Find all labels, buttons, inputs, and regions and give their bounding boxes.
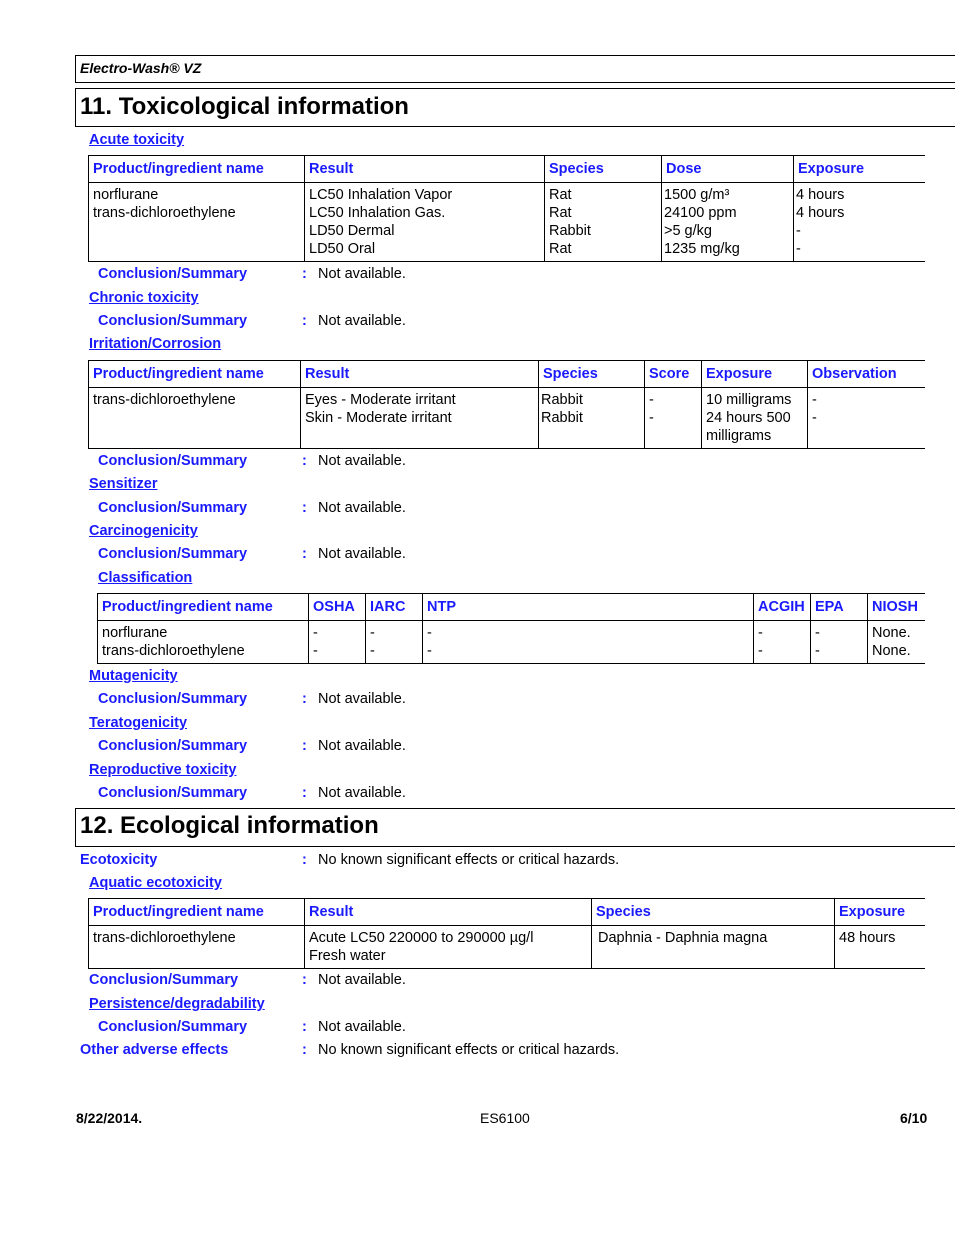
chronic-toxicity-heading[interactable]: Chronic toxicity [89, 290, 199, 306]
persistence-conclusion-label: Conclusion/Summary [98, 1019, 248, 1035]
section-12-title: 12. Ecological information [80, 812, 379, 839]
table-header-row [89, 899, 925, 926]
carcinogenicity-conclusion-label: Conclusion/Summary [98, 546, 248, 562]
section-11-title: 11. Toxicological information [80, 93, 409, 120]
other-adverse-effects-value: No known significant effects or critical hazards. [318, 1042, 620, 1058]
footer-code: ES6100 [480, 1110, 530, 1126]
irritation-table [88, 360, 925, 449]
colon: : [302, 691, 307, 707]
acute-toxicity-table [88, 155, 925, 262]
colon: : [302, 266, 307, 282]
irritation-corrosion-heading[interactable]: Irritation/Corrosion [89, 336, 222, 352]
cell-name: trans-dichloroethylene [89, 926, 305, 969]
aquatic-ecotoxicity-heading[interactable]: Aquatic ecotoxicity [89, 875, 222, 891]
column-header: ACGIH [754, 594, 811, 621]
column-header: Species [545, 156, 662, 183]
teratogenicity-conclusion-label: Conclusion/Summary [98, 738, 248, 754]
column-header: Dose [662, 156, 794, 183]
column-header: Product/ingredient name [89, 361, 301, 388]
persistence-conclusion-value: Not available. [318, 1019, 406, 1035]
column-header: Result [301, 361, 539, 388]
cell-result: Acute LC50 220000 to 290000 µg/l Fresh water [305, 926, 592, 969]
table-row [89, 388, 925, 449]
column-header: Exposure [794, 156, 925, 183]
column-header: Result [305, 156, 545, 183]
table-header-row [98, 594, 925, 621]
colon: : [302, 500, 307, 516]
mutagenicity-conclusion-label: Conclusion/Summary [98, 691, 248, 707]
column-header: Result [305, 899, 592, 926]
sensitizer-heading[interactable]: Sensitizer [89, 476, 158, 492]
other-adverse-effects-label: Other adverse effects [80, 1042, 229, 1058]
reproductive-conclusion-value: Not available. [318, 785, 406, 801]
irritation-conclusion-label: Conclusion/Summary [98, 453, 248, 469]
mutagenicity-heading[interactable]: Mutagenicity [89, 668, 178, 684]
irritation-conclusion-value: Not available. [318, 453, 406, 469]
cell-exposure: 4 hours 4 hours - - [794, 183, 925, 262]
cell-species: Rat Rat Rabbit Rat [545, 183, 662, 262]
column-header: IARC [366, 594, 423, 621]
column-header: Species [592, 899, 835, 926]
column-header: Exposure [702, 361, 808, 388]
column-header: NTP [423, 594, 754, 621]
classification-heading[interactable]: Classification [98, 570, 193, 586]
colon: : [302, 1019, 307, 1035]
chronic-conclusion-value: Not available. [318, 313, 406, 329]
table-row [98, 621, 925, 664]
cell-acgih: - - [754, 621, 811, 664]
acute-toxicity-heading[interactable]: Acute toxicity [89, 132, 185, 148]
document-header-bar [75, 55, 955, 83]
cell-iarc: - - [366, 621, 423, 664]
mutagenicity-conclusion-value: Not available. [318, 691, 406, 707]
table-row [89, 183, 925, 262]
cell-result: Eyes - Moderate irritant Skin - Moderate irritant [301, 388, 539, 449]
cell-osha: - - [309, 621, 366, 664]
cell-species: Daphnia - Daphnia magna [592, 926, 835, 969]
acute-conclusion-label: Conclusion/Summary [98, 266, 248, 282]
colon: : [302, 785, 307, 801]
sensitizer-conclusion-value: Not available. [318, 500, 406, 516]
colon: : [302, 1042, 307, 1058]
teratogenicity-conclusion-value: Not available. [318, 738, 406, 754]
teratogenicity-heading[interactable]: Teratogenicity [89, 715, 188, 731]
sensitizer-conclusion-label: Conclusion/Summary [98, 500, 248, 516]
reproductive-conclusion-label: Conclusion/Summary [98, 785, 248, 801]
cell-dose: 1500 g/m³ 24100 ppm >5 g/kg 1235 mg/kg [662, 183, 794, 262]
cell-epa: - - [811, 621, 868, 664]
carcinogenicity-heading[interactable]: Carcinogenicity [89, 523, 198, 539]
cell-species: Rabbit Rabbit [539, 388, 645, 449]
cell-niosh: None. None. [868, 621, 925, 664]
table-row [89, 926, 925, 969]
cell-result: LC50 Inhalation Vapor LC50 Inhalation Gas. LD50 Dermal LD50 Oral [305, 183, 545, 262]
cell-exposure: 10 milligrams 24 hours 500 milligrams [702, 388, 808, 449]
column-header: Product/ingredient name [89, 156, 305, 183]
persistence-degradability-heading[interactable]: Persistence/degradability [89, 996, 265, 1012]
table-header-row [89, 361, 925, 388]
cell-name: norflurane trans-dichloroethylene [89, 183, 305, 262]
column-header: Product/ingredient name [98, 594, 309, 621]
product-name: Electro-Wash® VZ [80, 60, 202, 76]
column-header: Species [539, 361, 645, 388]
carcinogenicity-conclusion-value: Not available. [318, 546, 406, 562]
column-header: EPA [811, 594, 868, 621]
cell-exposure: 48 hours [835, 926, 925, 969]
cell-name: trans-dichloroethylene [89, 388, 301, 449]
acute-conclusion-value: Not available. [318, 266, 406, 282]
colon: : [302, 972, 307, 988]
table-header-row [89, 156, 925, 183]
column-header: Product/ingredient name [89, 899, 305, 926]
colon: : [302, 546, 307, 562]
column-header: OSHA [309, 594, 366, 621]
classification-table [97, 593, 925, 664]
chronic-conclusion-label: Conclusion/Summary [98, 313, 248, 329]
colon: : [302, 738, 307, 754]
reproductive-toxicity-heading[interactable]: Reproductive toxicity [89, 762, 237, 778]
ecotoxicity-value: No known significant effects or critical hazards. [318, 852, 620, 868]
colon: : [302, 852, 307, 868]
cell-name: norflurane trans-dichloroethylene [98, 621, 309, 664]
column-header: Observation [808, 361, 925, 388]
cell-score: - - [645, 388, 702, 449]
colon: : [302, 313, 307, 329]
aquatic-ecotoxicity-table [88, 898, 925, 969]
ecotoxicity-label: Ecotoxicity [80, 852, 158, 868]
colon: : [302, 453, 307, 469]
column-header: Score [645, 361, 702, 388]
column-header: Exposure [835, 899, 925, 926]
cell-observation: - - [808, 388, 925, 449]
footer-page-number: 6/10 [900, 1110, 928, 1126]
footer-date: 8/22/2014. [76, 1110, 143, 1126]
column-header: NIOSH [868, 594, 925, 621]
aquatic-conclusion-value: Not available. [318, 972, 406, 988]
aquatic-conclusion-label: Conclusion/Summary [89, 972, 239, 988]
cell-ntp: - - [423, 621, 754, 664]
